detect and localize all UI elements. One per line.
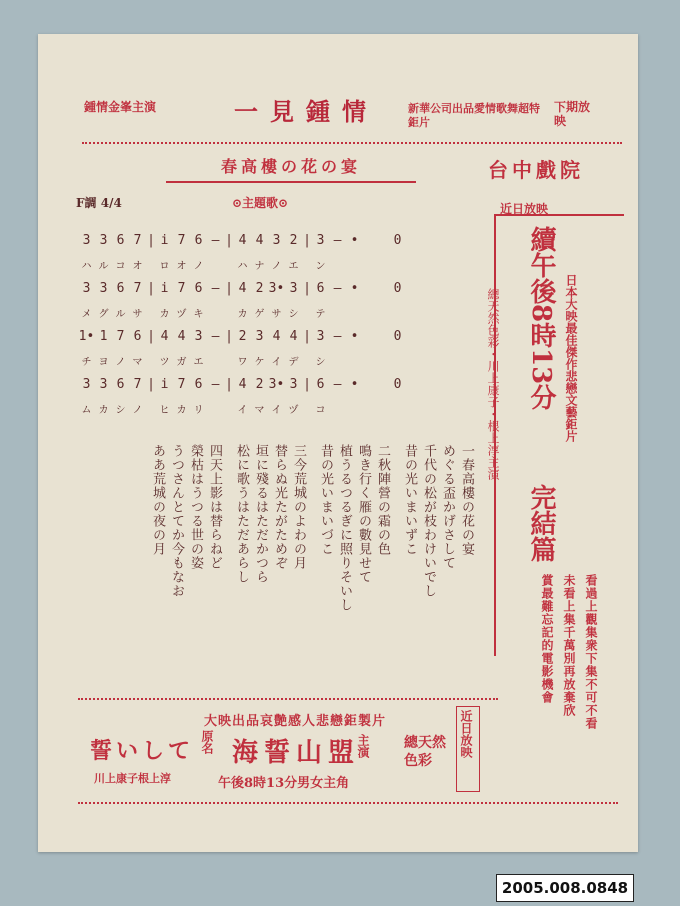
promo-line: 賞最難忘記的電影機會 xyxy=(540,574,554,704)
score-lyric-row xyxy=(78,300,498,324)
lyric-syllable: ヅ xyxy=(288,404,299,416)
lyric-syllable: イ xyxy=(271,404,282,416)
note: 0 xyxy=(393,328,402,344)
note: 2 xyxy=(238,328,247,344)
verse-line: 替らぬ光たがためぞ xyxy=(272,444,287,570)
note: 4 xyxy=(238,232,247,248)
bottom-desc: 大映出品哀艶感人悲戀鉅製片 xyxy=(204,714,387,729)
bar-line: | xyxy=(303,280,311,296)
verse-line: ああ荒城の夜の月 xyxy=(150,444,165,556)
note: i xyxy=(160,280,169,296)
note: 0 xyxy=(393,232,402,248)
bottom-original-title: 誓いして xyxy=(90,738,195,764)
feature-title-b: 完結篇 xyxy=(526,484,556,562)
bottom-starring-label: 主演 xyxy=(356,734,370,758)
bottom-title: 海誓山盟 xyxy=(232,738,361,768)
note: 6 xyxy=(116,280,125,296)
note: 1• xyxy=(78,328,95,344)
lyric-syllable: ツ xyxy=(159,356,170,368)
bottom-color: 總天然色彩 xyxy=(404,735,446,769)
next-screening-label: 下期放映 xyxy=(554,100,591,128)
note: 3 xyxy=(99,376,108,392)
lyric-syllable: ム xyxy=(81,404,92,416)
lyric-syllable: ゲ xyxy=(254,308,265,320)
note: 6 xyxy=(116,376,125,392)
lyric-syllable: ン xyxy=(315,260,326,272)
score-note-row xyxy=(78,324,498,348)
note: 2 xyxy=(255,280,264,296)
verse-line: 昔の光いまいずこ xyxy=(402,444,417,556)
note: • xyxy=(350,280,359,296)
lyric-syllable: ノ xyxy=(132,404,143,416)
lyric-syllable: エ xyxy=(193,356,204,368)
time-signature: 4/4 xyxy=(100,196,122,210)
score-note-row xyxy=(78,372,498,396)
bottom-top-divider xyxy=(78,698,498,700)
note: 3 xyxy=(272,232,281,248)
lyric-syllable: ワ xyxy=(237,356,248,368)
verse-line: 千代の松が枝わけいでし xyxy=(421,444,436,598)
song-subtitle: ⊙主題歌⊙ xyxy=(232,196,289,210)
note: — xyxy=(211,376,220,392)
note: 7 xyxy=(177,376,186,392)
note: 7 xyxy=(177,232,186,248)
bar-line: | xyxy=(303,376,311,392)
verse-line: 三今荒城のよわの月 xyxy=(291,444,306,570)
lyric-syllable: デ xyxy=(288,356,299,368)
lyric-syllable: ハ xyxy=(81,260,92,272)
verse-line: 植うるつるぎに照りそいし xyxy=(337,444,352,612)
verse-line: 四天上影は替らねど xyxy=(207,444,222,570)
note: 3 xyxy=(82,376,91,392)
promo-line: 未看上集千萬別再放棄欣 xyxy=(562,574,576,717)
note: 3 xyxy=(289,376,298,392)
lyric-syllable: カ xyxy=(176,404,187,416)
note: 6 xyxy=(316,280,325,296)
lyric-syllable: イ xyxy=(271,356,282,368)
top-divider xyxy=(82,142,622,144)
note: 2 xyxy=(289,232,298,248)
note: 6 xyxy=(194,232,203,248)
lyric-syllable: ヒ xyxy=(159,404,170,416)
score-table xyxy=(78,228,498,420)
note: 7 xyxy=(133,376,142,392)
film-info: 新華公司出品愛情歌舞超特鉅片 xyxy=(408,102,540,129)
note: i xyxy=(160,232,169,248)
score-note-row xyxy=(78,276,498,300)
note: 3 xyxy=(99,280,108,296)
bar-line: | xyxy=(225,280,233,296)
lyric-syllable: ガ xyxy=(176,356,187,368)
note: 0 xyxy=(393,280,402,296)
bottom-coming: 近日放映 xyxy=(459,710,473,758)
bar-line: | xyxy=(147,232,155,248)
bar-line: | xyxy=(147,328,155,344)
note: 4 xyxy=(289,328,298,344)
note: 3 xyxy=(289,280,298,296)
feature-promo xyxy=(502,574,598,794)
lyric-syllable: サ xyxy=(132,308,143,320)
note: 3 xyxy=(99,232,108,248)
note: — xyxy=(333,376,342,392)
note: — xyxy=(333,280,342,296)
lyric-syllable: ロ xyxy=(159,260,170,272)
lyric-syllable: イ xyxy=(237,404,248,416)
feature-color-cast: 總天然色彩・川上康子・根上淳主演 xyxy=(486,288,500,480)
note: 0 xyxy=(393,376,402,392)
song-key xyxy=(76,194,122,211)
lyric-syllable: ル xyxy=(115,308,126,320)
lyric-syllable: チ xyxy=(81,356,92,368)
note: 3 xyxy=(255,328,264,344)
key-label: F調 xyxy=(76,196,97,210)
lyric-syllable: カ xyxy=(98,404,109,416)
bottom-tagline: 午後8時13分男女主角 xyxy=(218,776,350,791)
note: • xyxy=(350,376,359,392)
note: 3• xyxy=(268,280,285,296)
verse-line: 二秋陣營の霜の色 xyxy=(375,444,390,556)
feature-title-a: 續午後8時13分 xyxy=(526,226,556,411)
note: • xyxy=(350,328,359,344)
note: 3 xyxy=(194,328,203,344)
note: — xyxy=(333,328,342,344)
lyric-syllable: コ xyxy=(315,404,326,416)
note: 3 xyxy=(316,232,325,248)
note: — xyxy=(211,232,220,248)
lyric-syllable: ケ xyxy=(254,356,265,368)
lyric-syllable: ヨ xyxy=(98,356,109,368)
note: 4 xyxy=(255,232,264,248)
verse-line: 一春高樓の花の宴 xyxy=(459,444,474,556)
feature-desc: 日本大映最佳傑作悲戀文藝鉅片 xyxy=(564,274,578,442)
note: i xyxy=(160,376,169,392)
note: 4 xyxy=(238,280,247,296)
flyer-sheet xyxy=(38,34,638,852)
lyric-syllable: エ xyxy=(288,260,299,272)
bar-line: | xyxy=(147,280,155,296)
note: 1 xyxy=(99,328,108,344)
verse-line: 松に歌うはただあらし xyxy=(234,444,249,584)
note: 6 xyxy=(316,376,325,392)
lyric-syllable: コ xyxy=(115,260,126,272)
film-title: 一見鍾情 xyxy=(234,97,378,126)
note: 4 xyxy=(160,328,169,344)
verse-block xyxy=(96,444,474,684)
lyric-syllable: リ xyxy=(193,404,204,416)
lyric-syllable: ノ xyxy=(115,356,126,368)
lyric-syllable: ナ xyxy=(254,260,265,272)
score-note-row xyxy=(78,228,498,252)
note: 7 xyxy=(133,280,142,296)
lyric-syllable: ハ xyxy=(237,260,248,272)
verse-line: 榮枯はうつる世の姿 xyxy=(188,444,203,570)
verse-line: 鳴き行く雁の數見せて xyxy=(356,444,371,584)
lyric-syllable: マ xyxy=(254,404,265,416)
note: 7 xyxy=(116,328,125,344)
verse-line: うつさんとてか今もなお xyxy=(169,444,184,598)
lyric-syllable: ヅ xyxy=(176,308,187,320)
promo-line: 看過上觀集衆下集不可不看 xyxy=(584,574,598,730)
song-title: 春高樓の花の宴 xyxy=(166,154,416,183)
score-lyric-row xyxy=(78,396,498,420)
catalog-number: 2005.008.0848 xyxy=(496,874,634,902)
lyric-syllable: メ xyxy=(81,308,92,320)
lyric-syllable: テ xyxy=(315,308,326,320)
bottom-cast: 川上康子根上淳 xyxy=(94,772,171,785)
bar-line: | xyxy=(303,232,311,248)
lyric-syllable: キ xyxy=(193,308,204,320)
lyric-syllable: シ xyxy=(315,356,326,368)
lyric-syllable: サ xyxy=(271,308,282,320)
note: — xyxy=(333,232,342,248)
bar-line: | xyxy=(225,376,233,392)
note: — xyxy=(211,280,220,296)
note: 6 xyxy=(194,376,203,392)
lyric-syllable: シ xyxy=(115,404,126,416)
lyric-syllable: ノ xyxy=(193,260,204,272)
bar-line: | xyxy=(225,328,233,344)
lyric-syllable: カ xyxy=(237,308,248,320)
score-lyric-row xyxy=(78,348,498,372)
note: 6 xyxy=(194,280,203,296)
theatre-name: 台中戲院 xyxy=(488,158,584,182)
note: 6 xyxy=(116,232,125,248)
note: — xyxy=(211,328,220,344)
note: 4 xyxy=(177,328,186,344)
note: • xyxy=(350,232,359,248)
bottom-divider xyxy=(78,802,618,804)
lyric-syllable: ル xyxy=(98,260,109,272)
lyric-syllable: シ xyxy=(288,308,299,320)
verse-line: 垣に殘るはただかつら xyxy=(253,444,268,584)
theatre-coming-label: 近日放映 xyxy=(500,202,549,216)
bar-line: | xyxy=(225,232,233,248)
note: 3 xyxy=(82,280,91,296)
lyric-syllable: カ xyxy=(159,308,170,320)
bar-line: | xyxy=(303,328,311,344)
lyric-syllable: グ xyxy=(98,308,109,320)
lyric-syllable: マ xyxy=(132,356,143,368)
note: 7 xyxy=(133,232,142,248)
note: 4 xyxy=(238,376,247,392)
verse-line: 昔の光いまいづこ xyxy=(318,444,333,556)
bottom-original-label: 原名 xyxy=(200,730,214,754)
lyric-syllable: オ xyxy=(132,260,143,272)
note: 4 xyxy=(272,328,281,344)
note: 3 xyxy=(82,232,91,248)
lyric-syllable: オ xyxy=(176,260,187,272)
film-cast: 鍾情金峯主演 xyxy=(84,100,157,114)
note: 6 xyxy=(133,328,142,344)
note: 3• xyxy=(268,376,285,392)
score-lyric-row xyxy=(78,252,498,276)
note: 7 xyxy=(177,280,186,296)
note: 2 xyxy=(255,376,264,392)
bar-line: | xyxy=(147,376,155,392)
verse-line: めぐる盃かげさして xyxy=(440,444,455,570)
note: 3 xyxy=(316,328,325,344)
lyric-syllable: ノ xyxy=(271,260,282,272)
